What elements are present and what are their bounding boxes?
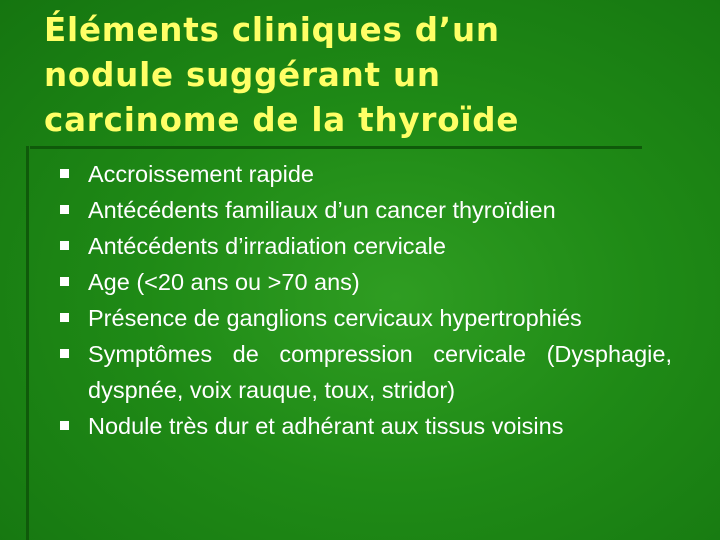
list-item — [60, 408, 672, 444]
square-bullet-icon — [60, 421, 69, 430]
bullet-text: Accroissement rapide — [88, 161, 314, 187]
list-item — [60, 228, 672, 264]
bullet-text: Présence de ganglions cervicaux hypertrophiés — [88, 305, 582, 331]
bullet-text: Nodule très dur et adhérant aux tissus voisins — [88, 413, 564, 439]
title-line-2: nodule suggérant un — [44, 56, 441, 94]
square-bullet-icon — [60, 241, 69, 250]
bullet-text: Age (<20 ans ou >70 ans) — [88, 269, 360, 295]
title-line-3: carcinome de la thyroïde — [44, 101, 520, 139]
list-item — [60, 336, 672, 408]
list-item — [60, 156, 672, 192]
list-item — [60, 300, 672, 336]
left-divider — [26, 146, 29, 540]
title-divider — [30, 146, 642, 149]
slide-title — [44, 8, 664, 143]
title-line-1: Éléments cliniques d’un — [44, 11, 500, 49]
square-bullet-icon — [60, 205, 69, 214]
bullet-text: Antécédents d’irradiation cervicale — [88, 233, 446, 259]
square-bullet-icon — [60, 169, 69, 178]
square-bullet-icon — [60, 313, 69, 322]
square-bullet-icon — [60, 349, 69, 358]
bullet-text: Antécédents familiaux d’un cancer thyroïdien — [88, 197, 556, 223]
list-item — [60, 192, 672, 228]
list-item — [60, 264, 672, 300]
square-bullet-icon — [60, 277, 69, 286]
bullet-list — [60, 156, 672, 444]
bullet-text: Symptômes de compression cervicale (Dysphagie, dyspnée, voix rauque, toux, stridor) — [88, 341, 672, 403]
